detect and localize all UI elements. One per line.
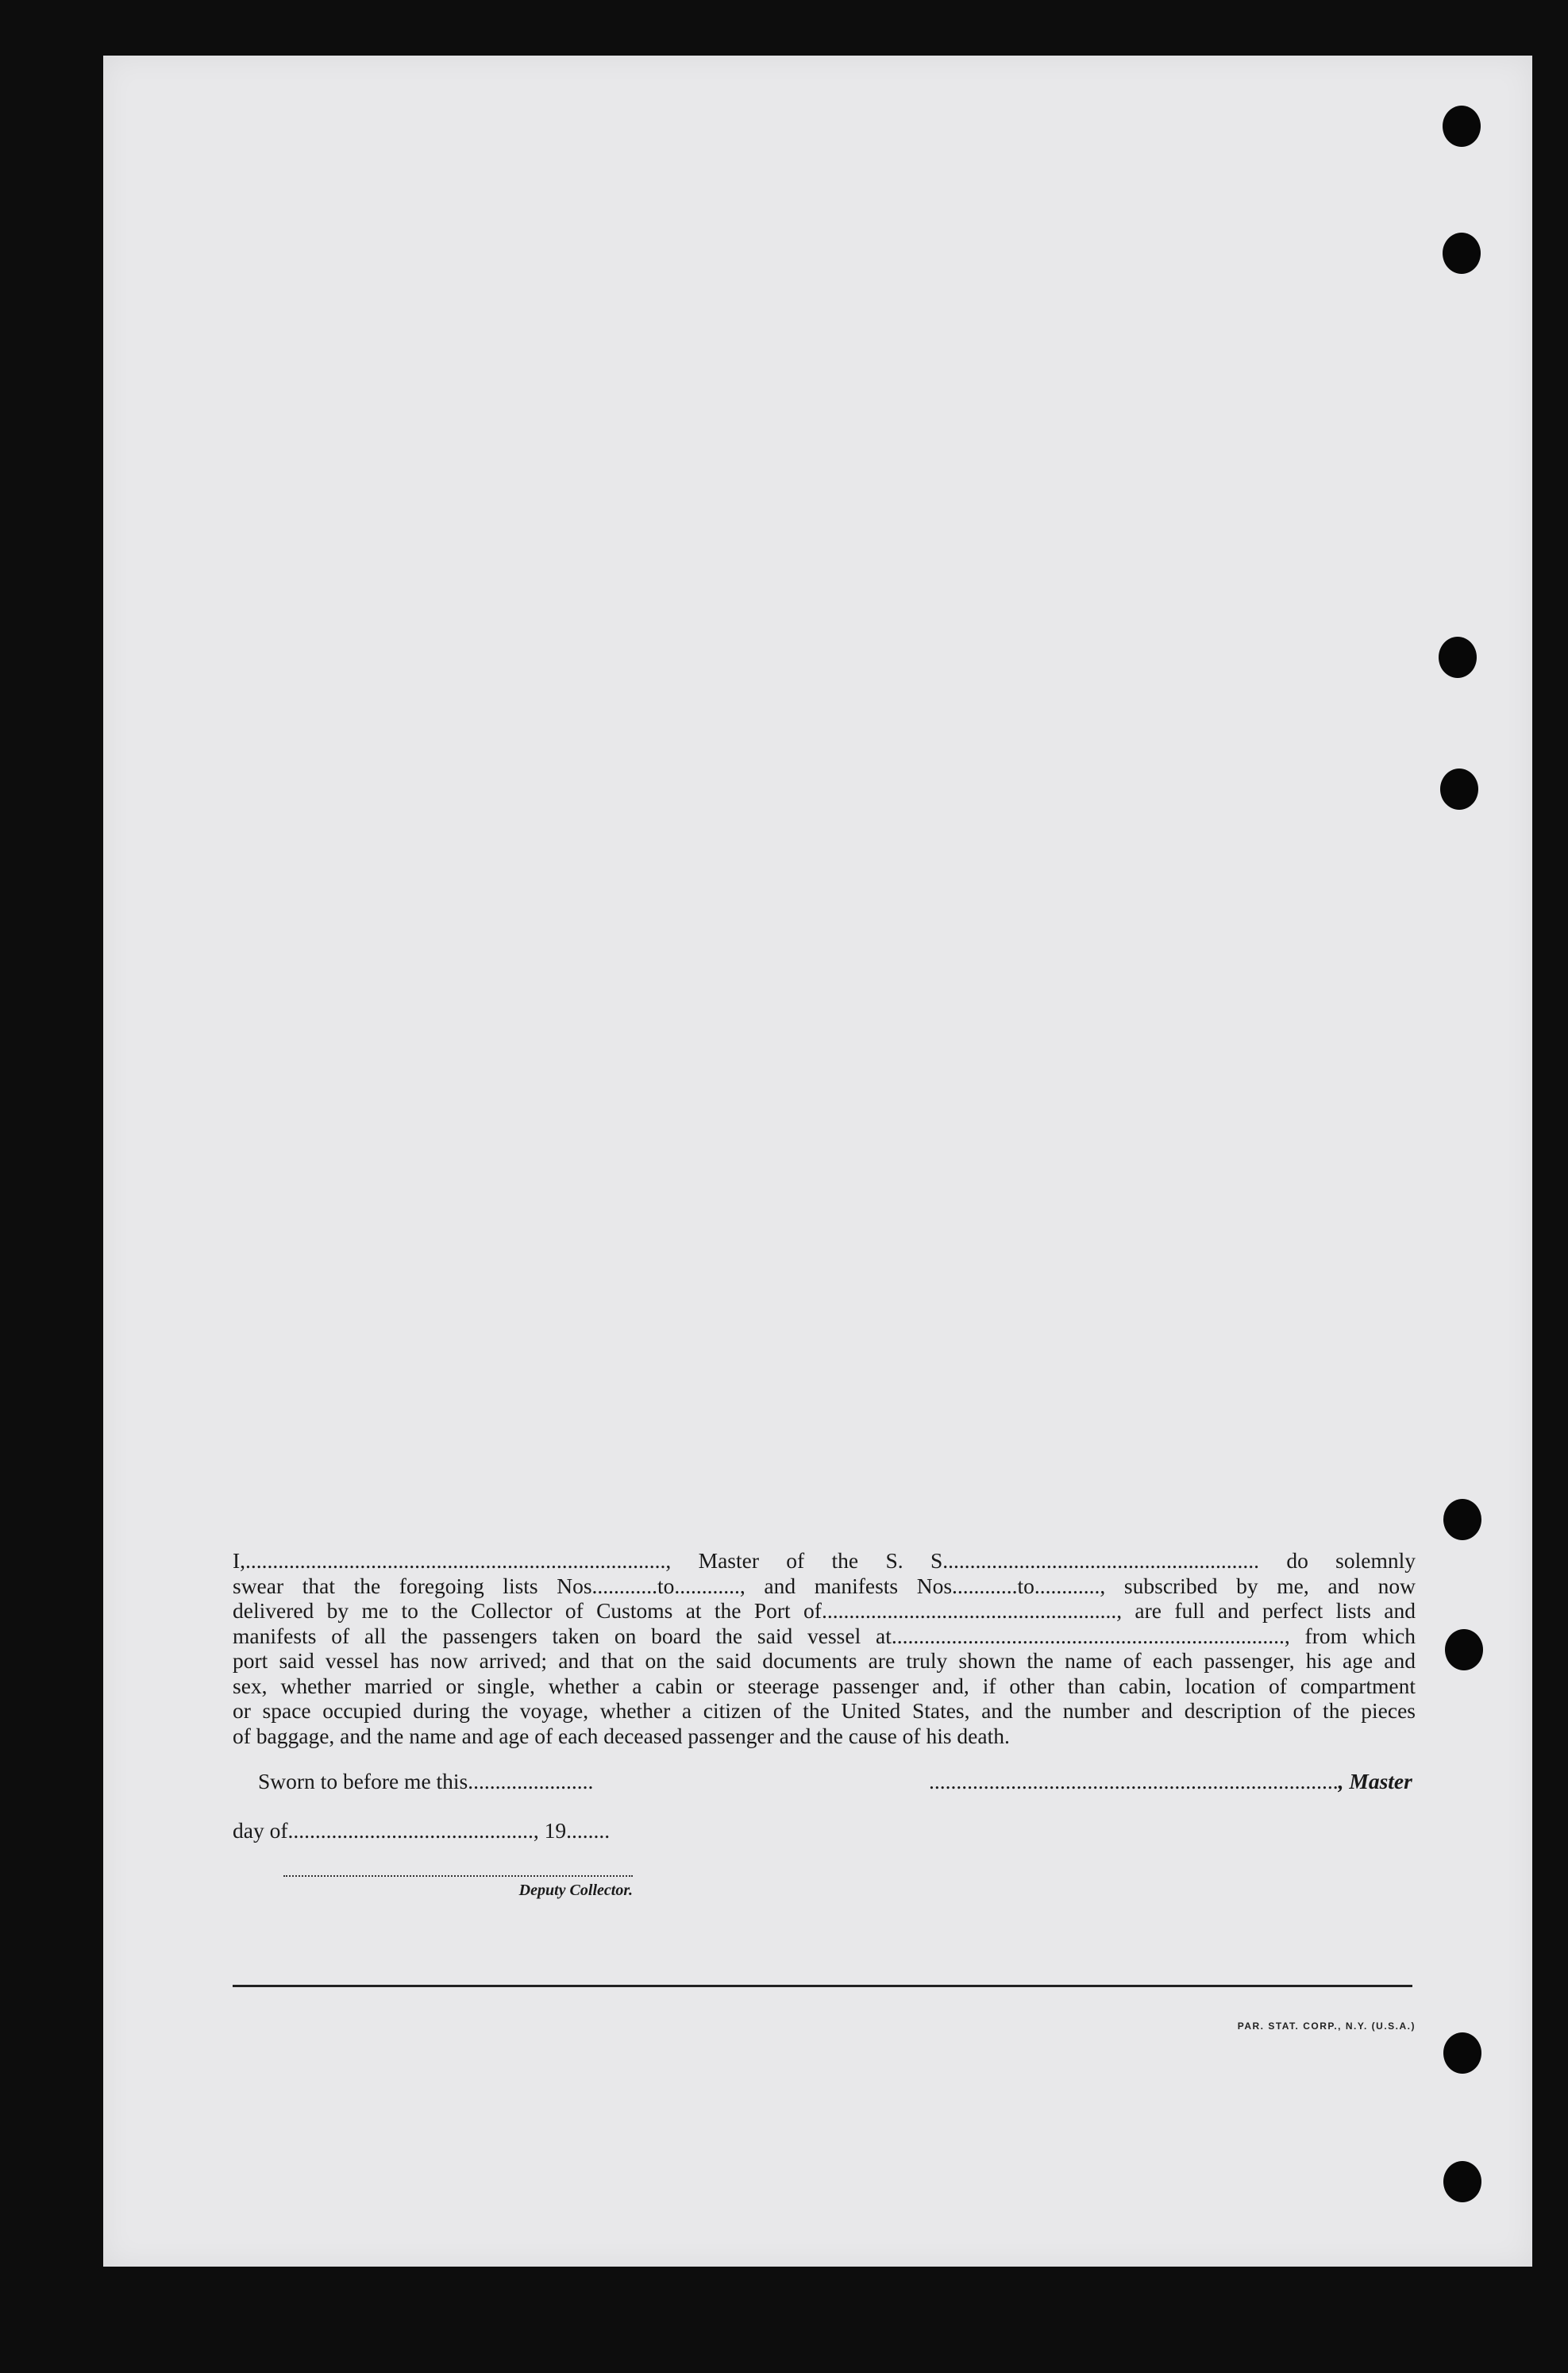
binding-hole <box>1443 2161 1481 2202</box>
oath-line: or space occupied during the voyage, whether a citizen of the United States, and the number and description of the pieces <box>233 1698 1416 1723</box>
binding-hole <box>1440 769 1478 810</box>
oath-line: of baggage, and the name and age of each deceased passenger and the cause of his death. <box>233 1723 1010 1748</box>
master-signature-line <box>929 1769 1412 1794</box>
binding-hole <box>1445 1629 1483 1670</box>
binding-hole <box>1443 233 1481 274</box>
day-line: day of............................................., 19........ <box>233 1818 611 1843</box>
master-label: , Master <box>1338 1769 1412 1793</box>
deputy-collector-signature <box>283 1875 633 1900</box>
oath-line: sex, whether married or single, whether a cabin or steerage passenger and, if other than cabin, location of compartment <box>233 1673 1416 1698</box>
master-signature-dots: ........................................................................... <box>929 1769 1339 1793</box>
manifest-page <box>103 56 1532 2267</box>
oath-line: delivered by me to the Collector of Customs at the Port of......................................................, are full and perfect lists and <box>233 1598 1416 1623</box>
oath-line: manifests of all the passengers taken on board the said vessel at........................................................................, from which <box>233 1623 1416 1648</box>
binding-hole <box>1443 106 1481 147</box>
oath-line: I,............................................................................., Master of the S. S.......................................................... do solemnly <box>233 1548 1416 1573</box>
deputy-collector-label: Deputy Collector. <box>518 1882 633 1899</box>
printer-imprint: PAR. STAT. CORP., N.Y. (U.S.A.) <box>1237 2021 1416 2032</box>
oath-paragraph <box>233 1548 1416 1748</box>
binding-hole <box>1443 2032 1481 2074</box>
binding-hole <box>1439 637 1477 678</box>
binding-hole <box>1443 1499 1481 1540</box>
oath-line: port said vessel has now arrived; and that on the said documents are truly shown the name of each passenger, his age and <box>233 1648 1416 1673</box>
bottom-rule <box>233 1985 1412 1987</box>
sworn-line: Sworn to before me this....................... <box>258 1769 594 1793</box>
oath-line: swear that the foregoing lists Nos............to............, and manifests Nos............to............, subscribed by me, and now <box>233 1573 1416 1598</box>
